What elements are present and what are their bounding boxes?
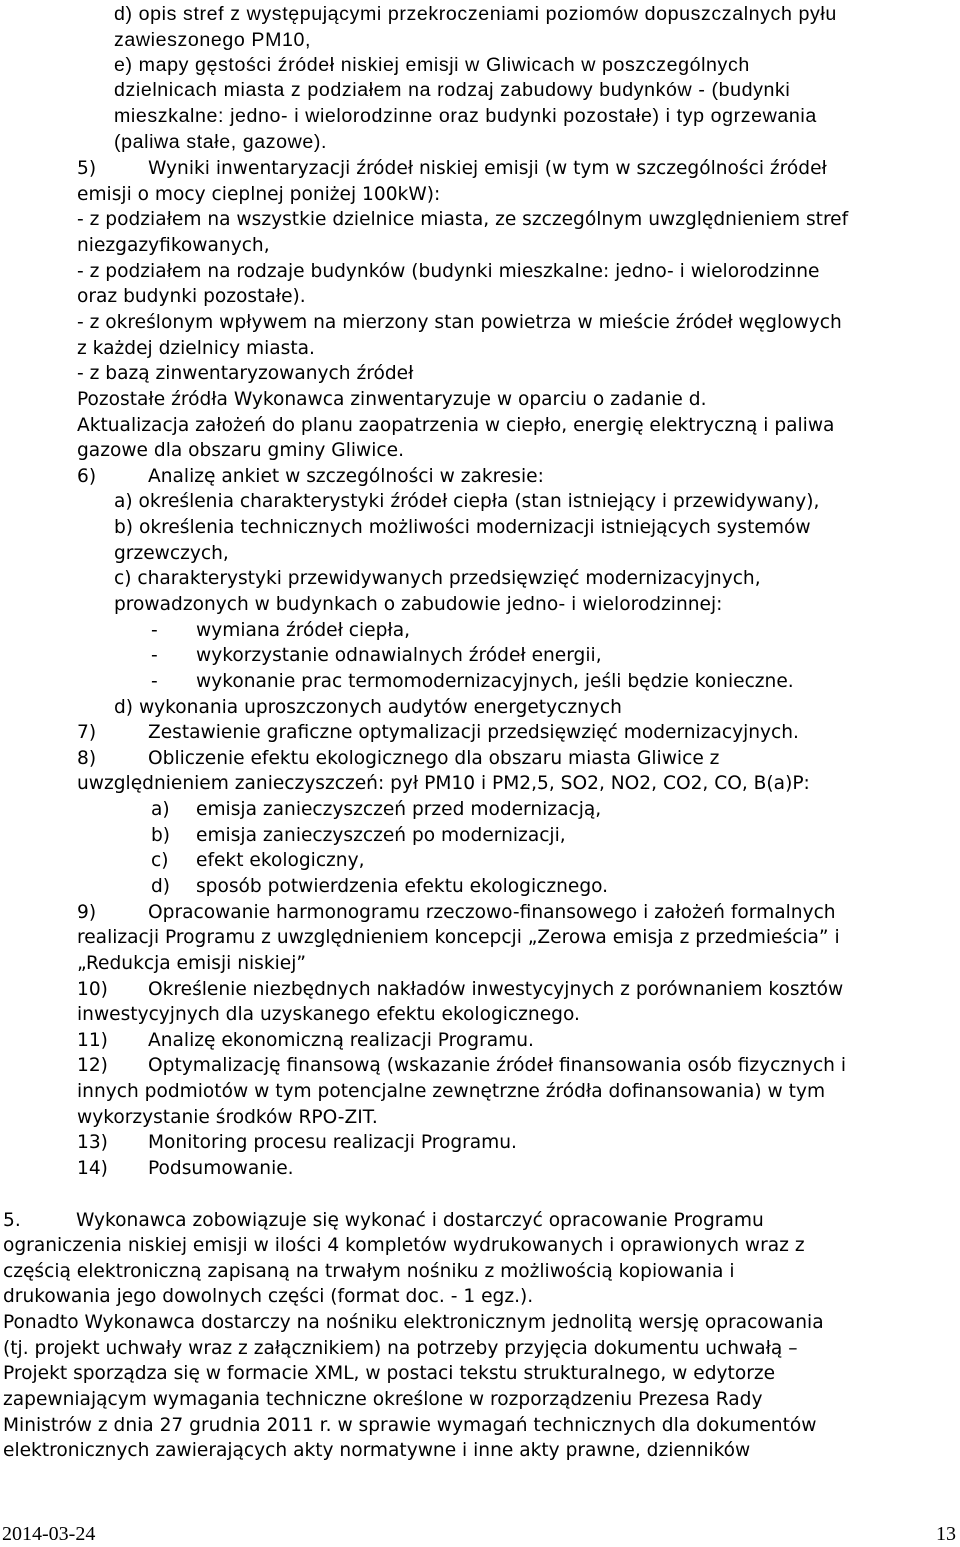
item-e-line: mieszkalne: jedno- i wielorodzinne oraz budynki pozostałe) i typ ogrzewania	[114, 105, 817, 127]
item-e-line: (paliwa stałe, gazowe).	[114, 131, 328, 153]
item-10-number: 10)	[77, 979, 108, 1000]
item-13-text: Monitoring procesu realizacji Programu.	[148, 1132, 517, 1153]
dash-item: wykonanie prac termomodernizacyjnych, jeśli będzie konieczne.	[196, 671, 794, 692]
item-5-line: Pozostałe źródła Wykonawca zinwentaryzuje w oparciu o zadanie d.	[77, 389, 707, 410]
sub-mark: d)	[151, 876, 171, 897]
section-5-line: częścią elektroniczną zapisaną na trwałym nośniku z możliwością kopiowania i	[3, 1261, 735, 1282]
dash-mark: -	[151, 671, 158, 692]
section-5-line: zapewniającym wymagania techniczne określone w rozporządzeniu Prezesa Rady	[3, 1389, 763, 1410]
item-6-sub-b: grzewczych,	[114, 543, 229, 564]
item-e-line: e) mapy gęstości źródeł niskiej emisji w Gliwicach w poszczególnych	[114, 54, 750, 76]
item-7-number: 7)	[77, 722, 97, 743]
item-5-line: Aktualizacja założeń do planu zaopatrzenia w ciepło, energię elektryczną i paliwa	[77, 415, 835, 436]
item-d-line: d) opis stref z występującymi przekroczeniami poziomów dopuszczalnych pyłu	[114, 3, 837, 25]
item-5-line: - z podziałem na wszystkie dzielnice miasta, ze szczególnym uwzględnieniem stref	[77, 209, 849, 230]
item-12-line: innych podmiotów w tym potencjalne zewnętrzne źródła dofinansowania) w tym	[77, 1081, 826, 1102]
item-8-line: Obliczenie efektu ekologicznego dla obszaru miasta Gliwice z	[148, 748, 720, 769]
section-5-line: Projekt sporządza się w formacie XML, w postaci tekstu strukturalnego, w edytorze	[3, 1363, 776, 1384]
item-6-sub-c: prowadzonych w budynkach o zabudowie jedno- i wielorodzinnej:	[114, 594, 723, 615]
dash-item: wykorzystanie odnawialnych źródeł energii,	[196, 645, 602, 666]
section-5-line: Wykonawca zobowiązuje się wykonać i dostarczyć opracowanie Programu	[76, 1210, 764, 1231]
sub-mark: c)	[151, 850, 169, 871]
item-14-number: 14)	[77, 1158, 108, 1179]
item-9-line: Opracowanie harmonogramu rzeczowo-finansowego i założeń formalnych	[148, 902, 836, 923]
item-6-sub-d: d) wykonania uproszczonych audytów energetycznych	[114, 697, 622, 718]
item-5-number: 5)	[77, 158, 97, 179]
item-11-number: 11)	[77, 1030, 108, 1051]
item-9-line: „Redukcja emisji niskiej”	[77, 953, 306, 974]
section-5-line: elektronicznych zawierających akty normatywne i inne akty prawne, dzienników	[3, 1440, 751, 1461]
section-5-line: (tj. projekt uchwały wraz z załącznikiem) na potrzeby przyjęcia dokumentu uchwałą –	[3, 1338, 798, 1359]
item-5-line: oraz budynki pozostałe).	[77, 286, 306, 307]
item-e-line: dzielnicach miasta z podziałem na rodzaj zabudowy budynków - (budynki	[114, 79, 791, 101]
item-9-line: realizacji Programu z uwzględnieniem koncepcji „Zerowa emisja z przedmieścia” i	[77, 927, 840, 948]
item-d-line: zawieszonego PM10,	[114, 29, 312, 51]
sub-item: sposób potwierdzenia efektu ekologicznego.	[196, 876, 609, 897]
sub-mark: b)	[151, 825, 171, 846]
item-6-sub-b: b) określenia technicznych możliwości modernizacji istniejących systemów	[114, 517, 811, 538]
item-5-line: - z określonym wpływem na mierzony stan powietrza w mieście źródeł węglowych	[77, 312, 842, 333]
item-5-line: - z bazą zinwentaryzowanych źródeł	[77, 363, 414, 384]
section-5-line: Ministrów z dnia 27 grudnia 2011 r. w sprawie wymagań technicznych dla dokumentów	[3, 1415, 817, 1436]
section-5-number: 5.	[3, 1210, 21, 1231]
item-11-text: Analizę ekonomiczną realizacji Programu.	[148, 1030, 534, 1051]
section-5-line: Ponadto Wykonawca dostarczy na nośniku elektronicznym jednolitą wersję opracowania	[3, 1312, 824, 1333]
dash-item: wymiana źródeł ciepła,	[196, 620, 411, 641]
item-8-line: uwzględnieniem zanieczyszczeń: pył PM10 i PM2,5, SO2, NO2, CO2, CO, B(a)P:	[77, 773, 810, 794]
sub-item: emisja zanieczyszczeń przed modernizacją,	[196, 799, 602, 820]
item-6-text: Analizę ankiet w szczególności w zakresie:	[148, 466, 544, 487]
dash-mark: -	[151, 620, 158, 641]
item-5-line: - z podziałem na rodzaje budynków (budynki mieszkalne: jedno- i wielorodzinne	[77, 261, 820, 282]
footer-date: 2014-03-24	[2, 1523, 96, 1545]
item-5-line: Wyniki inwentaryzacji źródeł niskiej emisji (w tym w szczególności źródeł	[148, 158, 827, 179]
item-12-number: 12)	[77, 1055, 108, 1076]
item-10-line: inwestycyjnych dla uzyskanego efektu ekologicznego.	[77, 1004, 580, 1025]
item-8-number: 8)	[77, 748, 97, 769]
item-9-number: 9)	[77, 902, 97, 923]
item-12-line: Optymalizację finansową (wskazanie źródeł finansowania osób fizycznych i	[148, 1055, 847, 1076]
item-5-line: emisji o mocy cieplnej poniżej 100kW):	[77, 184, 441, 205]
sub-mark: a)	[151, 799, 170, 820]
item-13-number: 13)	[77, 1132, 108, 1153]
item-12-line: wykorzystanie środków RPO-ZIT.	[77, 1107, 378, 1128]
sub-item: efekt ekologiczny,	[196, 850, 365, 871]
item-5-line: z każdej dzielnicy miasta.	[77, 338, 315, 359]
section-5-line: ograniczenia niskiej emisji w ilości 4 kompletów wydrukowanych i oprawionych wraz z	[3, 1235, 805, 1256]
item-7-text: Zestawienie graficzne optymalizacji przedsięwzięć modernizacyjnych.	[148, 722, 799, 743]
item-6-sub-c: c) charakterystyki przewidywanych przedsięwzięć modernizacyjnych,	[114, 568, 761, 589]
item-10-line: Określenie niezbędnych nakładów inwestycyjnych z porównaniem kosztów	[148, 979, 844, 1000]
item-5-line: niezgazyfikowanych,	[77, 235, 270, 256]
item-14-text: Podsumowanie.	[148, 1158, 294, 1179]
item-6-number: 6)	[77, 466, 97, 487]
section-5-line: drukowania jego dowolnych części (format doc. - 1 egz.).	[3, 1286, 534, 1307]
dash-mark: -	[151, 645, 158, 666]
item-6-sub-a: a) określenia charakterystyki źródeł ciepła (stan istniejący i przewidywany),	[114, 491, 820, 512]
item-5-line: gazowe dla obszaru gminy Gliwice.	[77, 440, 404, 461]
footer-page-number: 13	[936, 1523, 956, 1545]
sub-item: emisja zanieczyszczeń po modernizacji,	[196, 825, 566, 846]
